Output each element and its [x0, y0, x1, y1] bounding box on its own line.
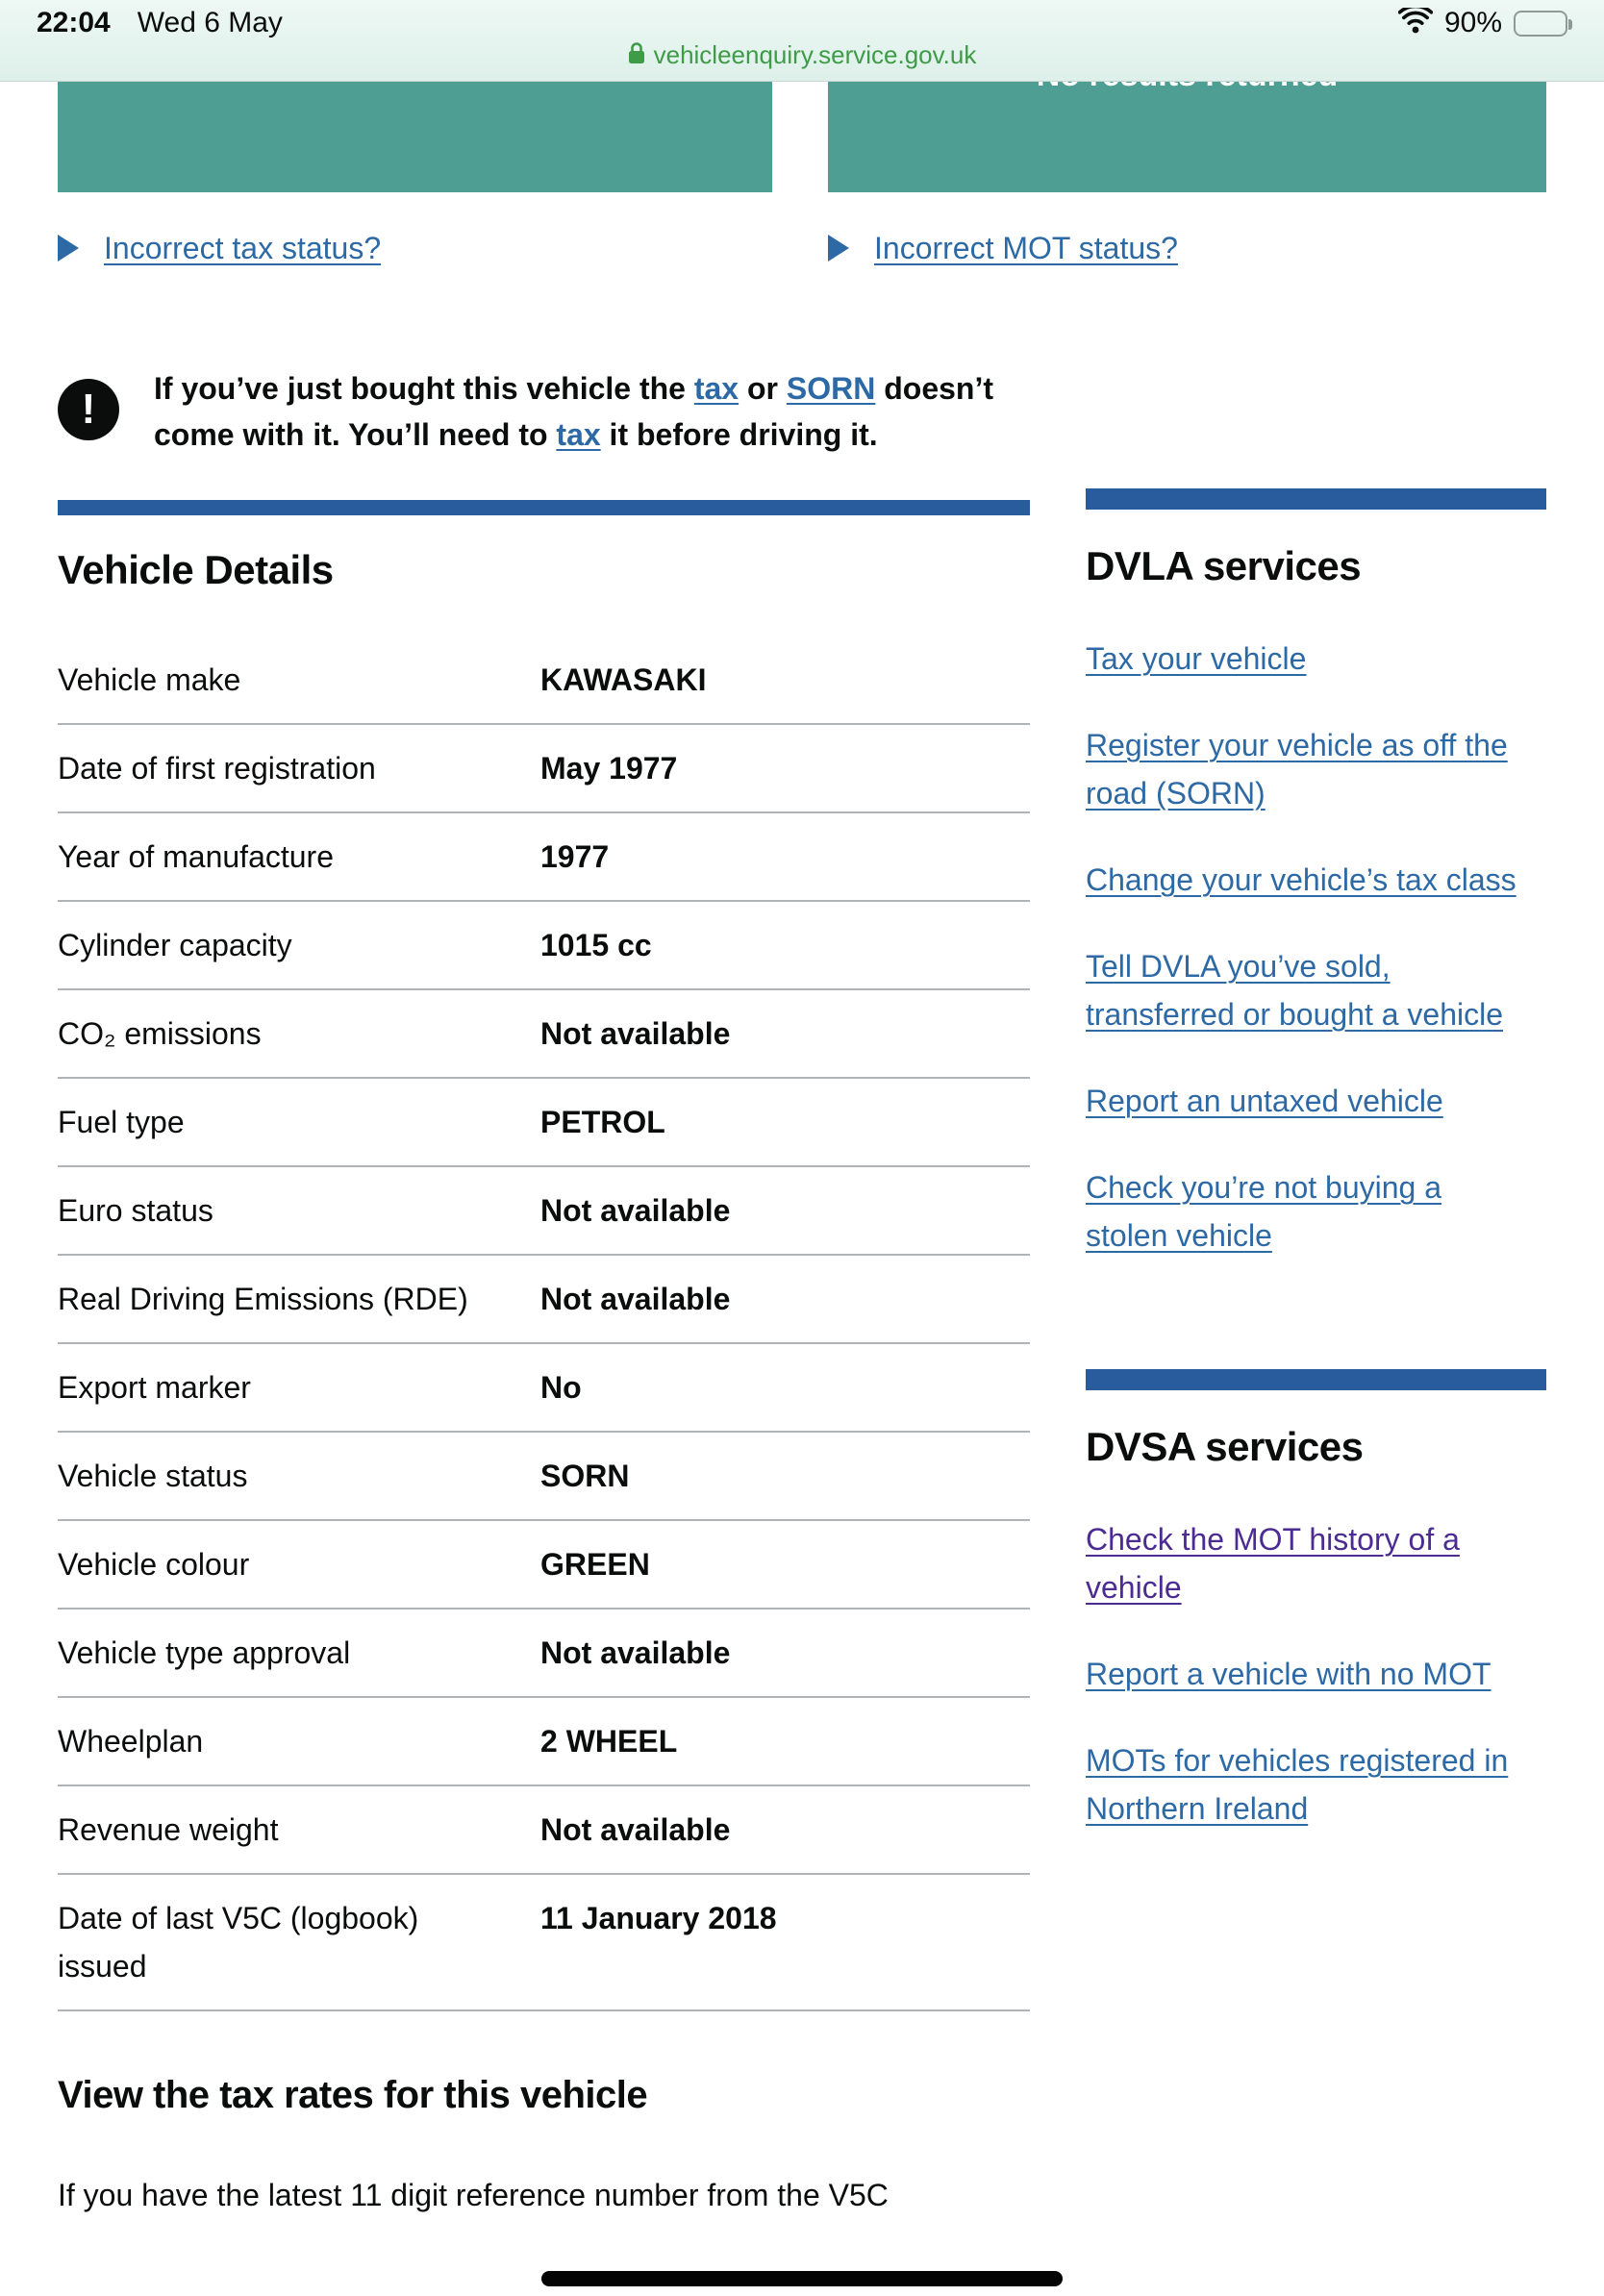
- row-value: May 1977: [540, 751, 678, 786]
- table-row: [58, 1698, 1030, 1786]
- row-value: Not available: [540, 1016, 731, 1051]
- dvsa-services-heading: DVSA services: [1086, 1424, 1364, 1469]
- wifi-icon: [1398, 8, 1433, 38]
- sorn-link[interactable]: SORN: [786, 371, 876, 406]
- url-text: vehicleenquiry.service.gov.uk: [653, 39, 977, 69]
- row-value: KAWASAKI: [540, 662, 707, 697]
- warning-text-part: If you’ve just bought this vehicle the: [154, 371, 694, 406]
- related-services-sidebar: [1086, 488, 1546, 2219]
- table-row: [58, 1167, 1030, 1256]
- row-label: Cylinder capacity: [58, 928, 292, 962]
- row-label: Wheelplan: [58, 1724, 204, 1759]
- row-value: Not available: [540, 1812, 731, 1847]
- warning-text-part: doesn’t come with it. You’ll need to: [154, 371, 993, 452]
- vehicle-details-heading: Vehicle Details: [58, 547, 334, 592]
- row-label: Vehicle make: [58, 662, 241, 697]
- incorrect-tax-status-link[interactable]: [58, 227, 772, 269]
- row-value: 11 January 2018: [540, 1901, 777, 1935]
- table-row: [58, 990, 1030, 1079]
- warning-text: [154, 365, 1010, 458]
- tax-link[interactable]: tax: [556, 417, 601, 452]
- row-label: Date of last V5C (logbook) issued: [58, 1901, 419, 1984]
- row-value: 1015 cc: [540, 928, 652, 962]
- dvsa-services-links: [1086, 1515, 1546, 1833]
- exclamation-icon: !: [58, 379, 119, 440]
- row-label: Vehicle status: [58, 1459, 248, 1493]
- row-value: Not available: [540, 1282, 731, 1316]
- table-row: [58, 902, 1030, 990]
- table-row: [58, 1256, 1030, 1344]
- check-stolen-vehicle-link[interactable]: Check you’re not buying a stolen vehicle: [1086, 1170, 1441, 1253]
- row-label: Year of manufacture: [58, 839, 334, 874]
- row-label: Revenue weight: [58, 1812, 279, 1847]
- table-row: [58, 1344, 1030, 1433]
- row-value: GREEN: [540, 1547, 650, 1582]
- tax-link[interactable]: tax: [693, 371, 739, 406]
- main-column: [58, 269, 1030, 2219]
- battery-icon: [1514, 11, 1567, 37]
- tax-status-banner: [58, 82, 772, 192]
- battery-percent: 90%: [1443, 7, 1502, 38]
- arrow-right-icon: [828, 235, 849, 262]
- row-label: CO₂ emissions: [58, 1016, 262, 1051]
- incorrect-mot-status-link[interactable]: [828, 227, 1546, 269]
- warning-text-part: or: [739, 371, 787, 406]
- check-mot-history-link[interactable]: Check the MOT history of a vehicle: [1086, 1522, 1460, 1605]
- section-divider-bar: [1086, 1369, 1546, 1390]
- table-row: [58, 1875, 1030, 2011]
- change-tax-class-link[interactable]: Change your vehicle’s tax class: [1086, 862, 1516, 897]
- row-value: Not available: [540, 1635, 731, 1670]
- clock: 22:04: [37, 7, 111, 38]
- row-value: SORN: [540, 1459, 630, 1493]
- table-row: [58, 1433, 1030, 1521]
- table-row: [58, 1610, 1030, 1698]
- dvla-services-links: [1086, 635, 1546, 1260]
- tax-rates-paragraph: If you have the latest 11 digit reference number from the V5C: [58, 2178, 889, 2212]
- tax-rates-heading: View the tax rates for this vehicle: [58, 2074, 648, 2116]
- report-no-mot-link[interactable]: Report a vehicle with no MOT: [1086, 1657, 1491, 1691]
- table-row: [58, 725, 1030, 813]
- table-row: [58, 1786, 1030, 1875]
- row-label: Date of first registration: [58, 751, 376, 786]
- warning-notice: [58, 365, 1030, 458]
- incorrect-tax-status-label[interactable]: Incorrect tax status?: [104, 230, 382, 265]
- status-date: Wed 6 May: [137, 7, 283, 38]
- row-value: Not available: [540, 1193, 731, 1228]
- tax-your-vehicle-link[interactable]: Tax your vehicle: [1086, 641, 1307, 676]
- row-value: 1977: [540, 839, 610, 874]
- table-row: [58, 813, 1030, 902]
- row-label: Vehicle colour: [58, 1547, 250, 1582]
- row-label: Fuel type: [58, 1105, 185, 1139]
- tell-dvla-sold-link[interactable]: Tell DVLA you’ve sold, transferred or bought a vehicle: [1086, 949, 1504, 1032]
- arrow-right-icon: [58, 235, 79, 262]
- report-untaxed-vehicle-link[interactable]: Report an untaxed vehicle: [1086, 1084, 1443, 1118]
- row-label: Export marker: [58, 1370, 251, 1405]
- mot-status-banner: [828, 82, 1546, 192]
- register-sorn-link[interactable]: Register your vehicle as off the road (SORN): [1086, 728, 1508, 811]
- row-label: Euro status: [58, 1193, 213, 1228]
- section-divider-bar: [1086, 488, 1546, 510]
- address-bar[interactable]: [0, 38, 1604, 71]
- mots-northern-ireland-link[interactable]: MOTs for vehicles registered in Northern Ireland: [1086, 1743, 1509, 1826]
- row-value: PETROL: [540, 1105, 665, 1139]
- row-label: Vehicle type approval: [58, 1635, 351, 1670]
- home-indicator[interactable]: [541, 2271, 1063, 2286]
- dvla-services-heading: DVLA services: [1086, 543, 1362, 588]
- incorrect-mot-status-label[interactable]: Incorrect MOT status?: [874, 230, 1178, 265]
- vehicle-details-table: [58, 636, 1030, 2011]
- row-value: 2 WHEEL: [540, 1724, 678, 1759]
- row-value: No: [540, 1370, 582, 1405]
- table-row: [58, 1521, 1030, 1610]
- dvsa-services-section: [1086, 1369, 1546, 1833]
- status-bar: [0, 0, 1604, 82]
- table-row: [58, 636, 1030, 725]
- row-label: Real Driving Emissions (RDE): [58, 1282, 468, 1316]
- lock-icon: [628, 41, 645, 69]
- section-divider-bar: [58, 500, 1030, 515]
- table-row: [58, 1079, 1030, 1167]
- warning-text-part: it before driving it.: [600, 417, 878, 452]
